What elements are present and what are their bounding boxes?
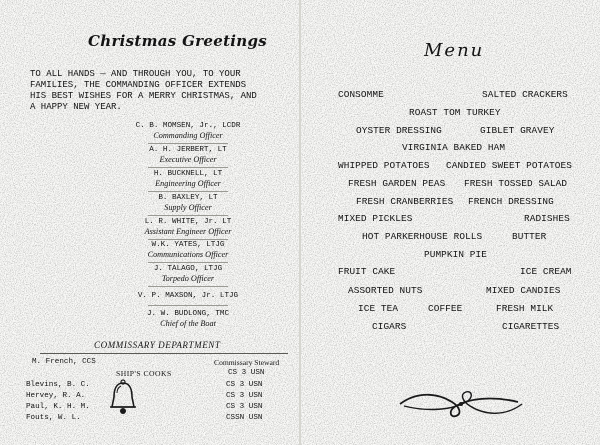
officer-name: V. P. MAXSON, Jr. LTJG <box>137 292 239 300</box>
cook-name: Paul, K. H. M. <box>26 403 90 411</box>
menu-item: RADISHES <box>524 213 570 224</box>
officer-divider <box>148 191 228 192</box>
menu-item: GIBLET GRAVEY <box>480 125 555 136</box>
officer-name: A. H. JERBERT, LT <box>149 146 227 154</box>
officer-divider <box>148 143 228 144</box>
cook-rate: CS 3 USN <box>226 381 263 389</box>
officer-entry <box>118 265 258 283</box>
officer-name: W.K. YATES, LTJG <box>151 241 225 249</box>
greetings-title: Christmas Greetings <box>88 32 268 50</box>
officer-name: H. BUCKNELL, LT <box>153 170 223 178</box>
officer-divider <box>148 239 228 240</box>
officer-title: Torpedo Officer <box>161 274 215 283</box>
cook-rate: CS 3 USN <box>226 392 263 400</box>
menu-item: CIGARETTES <box>502 321 560 332</box>
commissary-heading: COMMISSARY DEPARTMENT <box>94 340 221 350</box>
bell-icon <box>106 378 140 420</box>
menu-item: PUMPKIN PIE <box>424 249 487 260</box>
page-fold <box>299 0 301 445</box>
officer-name: L. R. WHITE, Jr. LT <box>144 218 232 226</box>
officer-name: J. TALAGO, LTJG <box>153 265 223 273</box>
menu-item: ROAST TOM TURKEY <box>409 107 501 118</box>
officer-divider <box>148 167 228 168</box>
menu-item: ASSORTED NUTS <box>348 285 423 296</box>
menu-item: BUTTER <box>512 231 547 242</box>
officer-divider <box>148 215 228 216</box>
officer-entry <box>118 310 258 328</box>
officer-title: Assistant Engineer Officer <box>144 227 232 236</box>
greeting-line-3: HIS BEST WISHES FOR A MERRY CHRISTMAS, AND <box>30 91 257 101</box>
officer-entry <box>118 170 258 188</box>
flourish-ornament <box>396 384 526 424</box>
officer-name: C. B. MOMSEN, Jr., LCDR <box>135 122 241 130</box>
menu-item: WHIPPED POTATOES <box>338 160 430 171</box>
menu-item: MIXED CANDIES <box>486 285 561 296</box>
officer-title: Supply Officer <box>164 203 212 212</box>
cook-rate: CSSN USN <box>226 414 263 422</box>
officer-title: Executive Officer <box>159 155 217 164</box>
menu-item: FRESH CRANBERRIES <box>356 196 454 207</box>
cook-name: Blevins, B. C. <box>26 381 90 389</box>
officer-title: Engineering Officer <box>155 179 221 188</box>
cook-rate: CS 3 USN <box>226 403 263 411</box>
menu-item: VIRGINIA BAKED HAM <box>402 142 506 153</box>
greeting-line-2: FAMILIES, THE COMMANDING OFFICER EXTENDS <box>30 80 247 90</box>
cook-name: Hervey, R. A. <box>26 392 86 400</box>
menu-item: CANDIED SWEET POTATOES <box>446 160 572 171</box>
menu-item: FRENCH DRESSING <box>468 196 554 207</box>
officer-entry <box>118 122 258 140</box>
officer-title: Communications Officer <box>147 250 229 259</box>
menu-item: SALTED CRACKERS <box>482 89 568 100</box>
menu-item: HOT PARKERHOUSE ROLLS <box>362 231 483 242</box>
menu-item: FRESH MILK <box>496 303 554 314</box>
officer-divider <box>148 262 228 263</box>
menu-item: FRESH GARDEN PEAS <box>348 178 446 189</box>
menu-item: FRESH TOSSED SALAD <box>464 178 568 189</box>
officer-name: B. BAXLEY, LT <box>158 194 218 202</box>
commissary-divider <box>40 353 288 354</box>
menu-item: COFFEE <box>428 303 463 314</box>
officer-entry <box>118 194 258 212</box>
menu-item: ICE CREAM <box>520 266 572 277</box>
officer-entry <box>118 218 258 236</box>
cook-name: Fouts, W. L. <box>26 414 81 422</box>
steward-rate: CS 3 USN <box>228 369 265 377</box>
cooks-heading: SHIP'S COOKS <box>116 369 172 378</box>
officer-divider <box>148 286 228 287</box>
officer-name: J. W. BUDLONG, TMC <box>146 310 230 318</box>
menu-item: OYSTER DRESSING <box>356 125 442 136</box>
menu-item: MIXED PICKLES <box>338 213 413 224</box>
officer-entry <box>118 146 258 164</box>
menu-title: Menu <box>424 40 485 61</box>
greeting-line-1: TO ALL HANDS — AND THROUGH YOU, TO YOUR <box>30 69 241 79</box>
steward-name: M. French, CCS <box>32 358 96 366</box>
menu-item: ICE TEA <box>358 303 399 314</box>
officer-entry <box>118 292 258 301</box>
greeting-line-4: A HAPPY NEW YEAR. <box>30 102 122 112</box>
officer-entry <box>118 241 258 259</box>
steward-label: Commissary Steward <box>214 358 280 367</box>
officer-title: Commanding Officer <box>153 131 223 140</box>
menu-item: CONSOMME <box>338 89 384 100</box>
officer-divider <box>148 305 228 306</box>
steward-entry <box>32 358 96 366</box>
menu-item: FRUIT CAKE <box>338 266 396 277</box>
menu-item: CIGARS <box>372 321 407 332</box>
officer-title: Chief of the Boat <box>160 319 216 328</box>
